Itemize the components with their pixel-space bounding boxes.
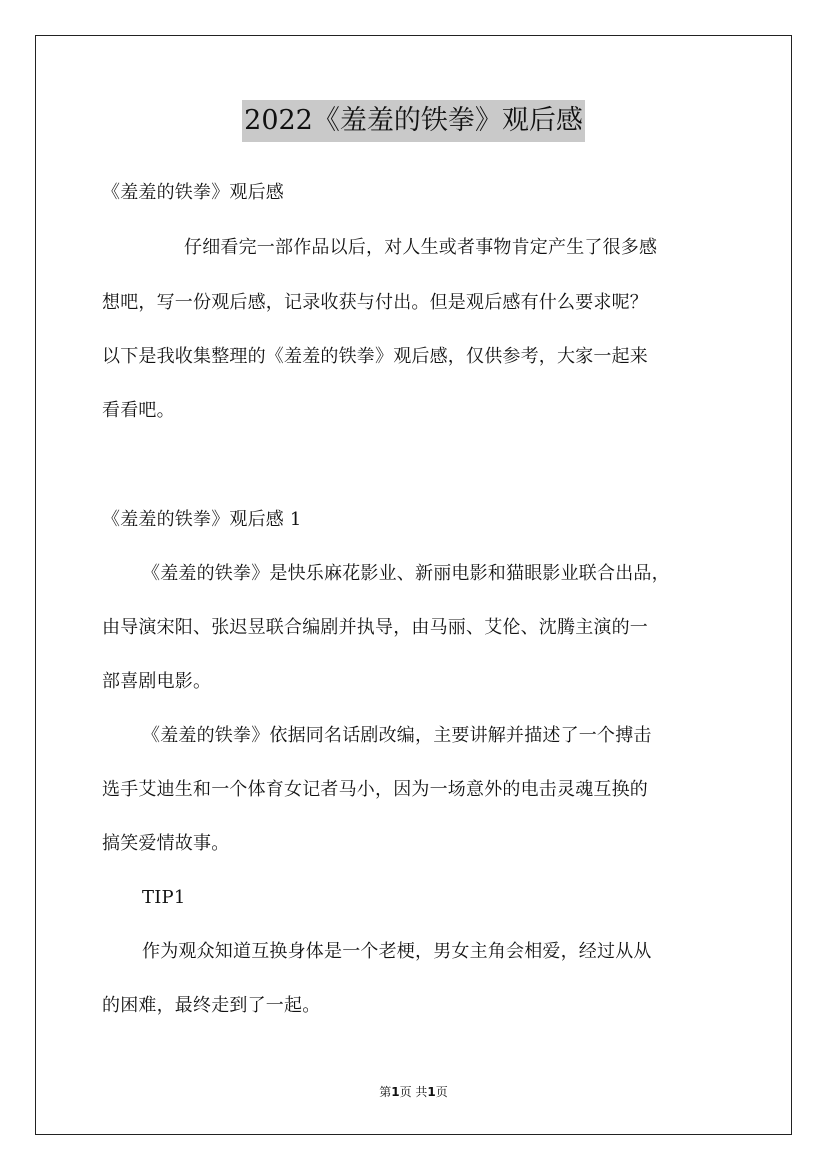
title-container — [0, 100, 827, 142]
document-title: 2022《羞羞的铁拳》观后感 — [242, 100, 585, 142]
paragraph-line: 的困难，最终走到了一起。 — [102, 995, 321, 1016]
tip-label: TIP1 — [142, 887, 186, 908]
paragraph-line: 搞笑爱情故事。 — [102, 833, 230, 854]
intro-line: 想吧，写一份观后感，记录收获与付出。但是观后感有什么要求呢？ — [102, 292, 648, 313]
footer-page-number: 1 — [391, 1085, 400, 1099]
paragraph-line: 《羞羞的铁拳》是快乐麻花影业、新丽电影和猫眼影业联合出品， — [142, 563, 670, 584]
paragraph-line: 作为观众知道互换身体是一个老梗，男女主角会相爱，经过从从 — [142, 941, 652, 962]
page-footer — [0, 1083, 827, 1101]
section-heading: 《羞羞的铁拳》观后感 1 — [102, 509, 302, 530]
footer-page-mid: 页 共 — [399, 1085, 428, 1099]
footer-page-prefix: 第 — [379, 1085, 392, 1099]
intro-line: 以下是我收集整理的《羞羞的铁拳》观后感，仅供参考，大家一起来 — [102, 346, 648, 367]
paragraph-line: 选手艾迪生和一个体育女记者马小，因为一场意外的电击灵魂互换的 — [102, 779, 648, 800]
footer-page-suffix: 页 — [435, 1085, 448, 1099]
document-subtitle: 《羞羞的铁拳》观后感 — [102, 182, 284, 203]
intro-line: 看看吧。 — [102, 400, 175, 421]
footer-total-pages: 1 — [427, 1085, 436, 1099]
intro-line: 仔细看完一部作品以后，对人生或者事物肯定产生了很多感 — [184, 237, 658, 258]
paragraph-line: 由导演宋阳、张迟昱联合编剧并执导，由马丽、艾伦、沈腾主演的一 — [102, 617, 648, 638]
paragraph-line: 《羞羞的铁拳》依据同名话剧改编，主要讲解并描述了一个搏击 — [142, 725, 652, 746]
paragraph-line: 部喜剧电影。 — [102, 671, 212, 692]
